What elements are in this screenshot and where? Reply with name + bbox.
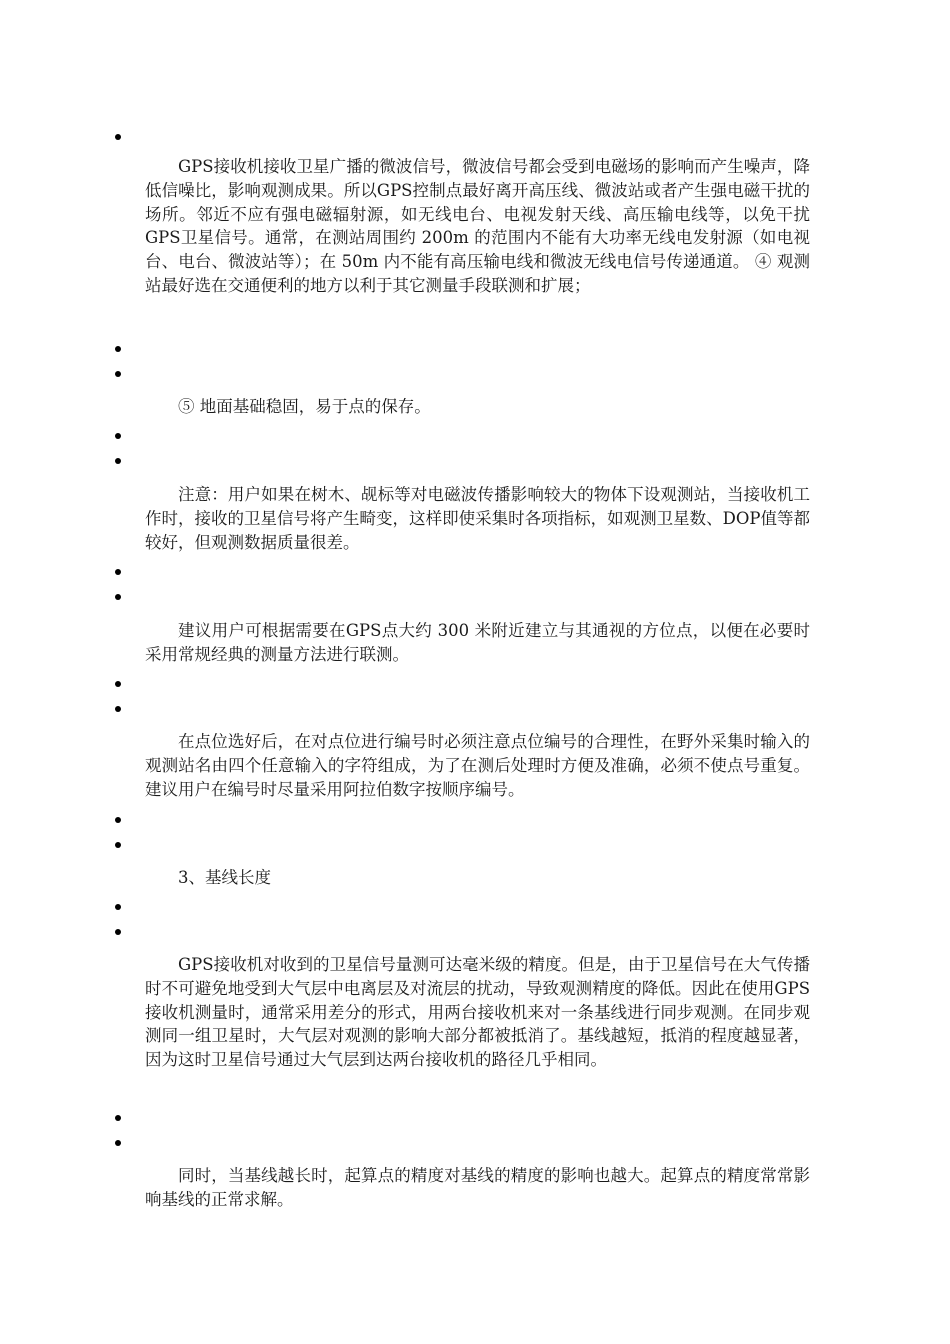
paragraph-point-numbering: 在点位选好后，在对点位进行编号时必须注意点位编号的合理性，在野外采集时输入的观测站名由四个任意输入的字符组成，为了在测后处理时方便及准确，必须不使点号重复。建议用户在编号时尽量采用阿拉伯数字按顺序编号。 (145, 732, 810, 799)
list-bullet (115, 842, 121, 848)
paragraph-start-point-precision: 同时，当基线越长时，起算点的精度对基线的精度的影响也越大。起算点的精度常常影响基线的正常求解。 (145, 1166, 810, 1209)
section-heading-baseline-length: 3、基线长度 (178, 868, 271, 887)
list-bullet (115, 371, 121, 377)
paragraph-note-trees: 注意：用户如果在树木、觇标等对电磁波传播影响较大的物体下设观测站，当接收机工作时，接收的卫星信号将产生畸变，这样即使采集时各项指标，如观测卫星数、DOP值等都较好，但观测数据质量很差。 (145, 485, 810, 552)
list-bullet (115, 134, 121, 140)
list-bullet (115, 1115, 121, 1121)
list-bullet (115, 346, 121, 352)
list-bullet (115, 929, 121, 935)
list-bullet (115, 904, 121, 910)
paragraph-ground-foundation: ⑤ 地面基础稳固，易于点的保存。 (178, 397, 431, 416)
list-bullet (115, 569, 121, 575)
list-bullet (115, 681, 121, 687)
list-bullet (115, 1140, 121, 1146)
paragraph-azimuth-point: 建议用户可根据需要在GPS点大约 300 米附近建立与其通视的方位点，以便在必要时采用常规经典的测量方法进行联测。 (145, 621, 810, 664)
paragraph-gps-interference: GPS接收机接收卫星广播的微波信号，微波信号都会受到电磁场的影响而产生噪声，降低信噪比，影响观测成果。所以GPS控制点最好离开高压线、微波站或者产生强电磁干扰的场所。邻近不应有强电磁辐射源，如无线电台、电视发射天线、高压输电线等，以免干扰GPS卫星信号。通常，在测站周围约 200m 的范围内不能有大功率无线电发射源（如电视台、电台、微波站等）；在 50m 内不能有高压输电线和微波无线电信号传递通道。 ④ 观测站最好选在交通便利的地方以利于其它测量手段联测和扩展； (145, 157, 810, 295)
list-bullet (115, 594, 121, 600)
list-bullet (115, 817, 121, 823)
paragraph-gps-precision: GPS接收机对收到的卫星信号量测可达毫米级的精度。但是，由于卫星信号在大气传播时不可避免地受到大气层中电离层及对流层的扰动，导致观测精度的降低。因此在使用GPS接收机测量时，通常采用差分的形式，用两台接收机来对一条基线进行同步观测。在同步观测同一组卫星时，大气层对观测的影响大部分都被抵消了。基线越短，抵消的程度越显著，因为这时卫星信号通过大气层到达两台接收机的路径几乎相同。 (145, 955, 810, 1070)
list-bullet (115, 433, 121, 439)
list-bullet (115, 706, 121, 712)
list-bullet (115, 458, 121, 464)
